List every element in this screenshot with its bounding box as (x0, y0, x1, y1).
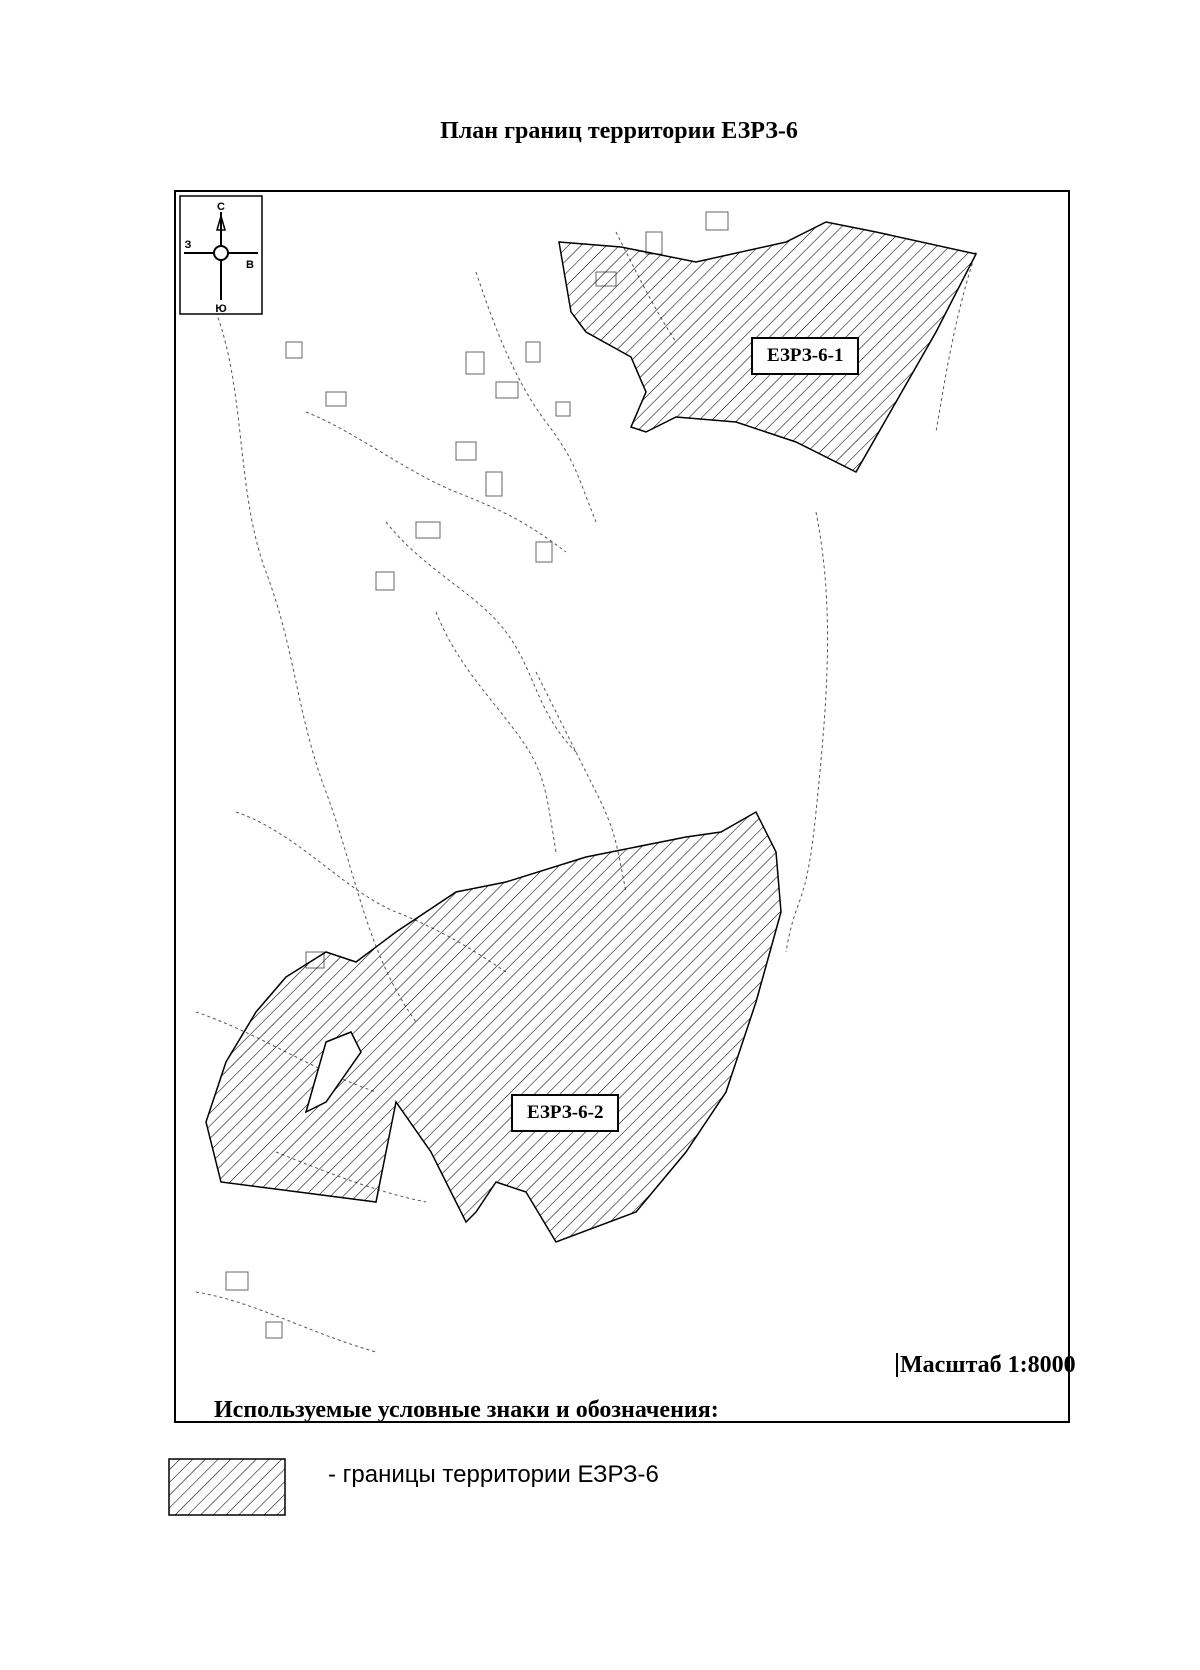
legend-title: Используемые условные знаки и обозначения: (214, 1397, 719, 1423)
zone-polygon-2 (206, 812, 781, 1242)
zone-label-1: ЕЗРЗ-6-1 (751, 337, 859, 375)
compass-rose-icon (180, 196, 262, 315)
zone-label-2: ЕЗРЗ-6-2 (511, 1094, 619, 1132)
legend-swatch-hatch (168, 1458, 286, 1516)
legend-item-label: - границы территории ЕЗРЗ-6 (328, 1461, 659, 1488)
compass-north-label: С (217, 201, 225, 213)
map-canvas (176, 192, 1068, 1421)
scale-label: Масштаб 1:8000 (896, 1353, 1076, 1377)
compass-south-label: Ю (215, 303, 227, 315)
compass-east-label: В (246, 259, 254, 271)
map-title: План границ территории ЕЗРЗ-6 (440, 118, 798, 144)
map-frame (174, 190, 1070, 1423)
compass-west-label: З (184, 239, 192, 251)
